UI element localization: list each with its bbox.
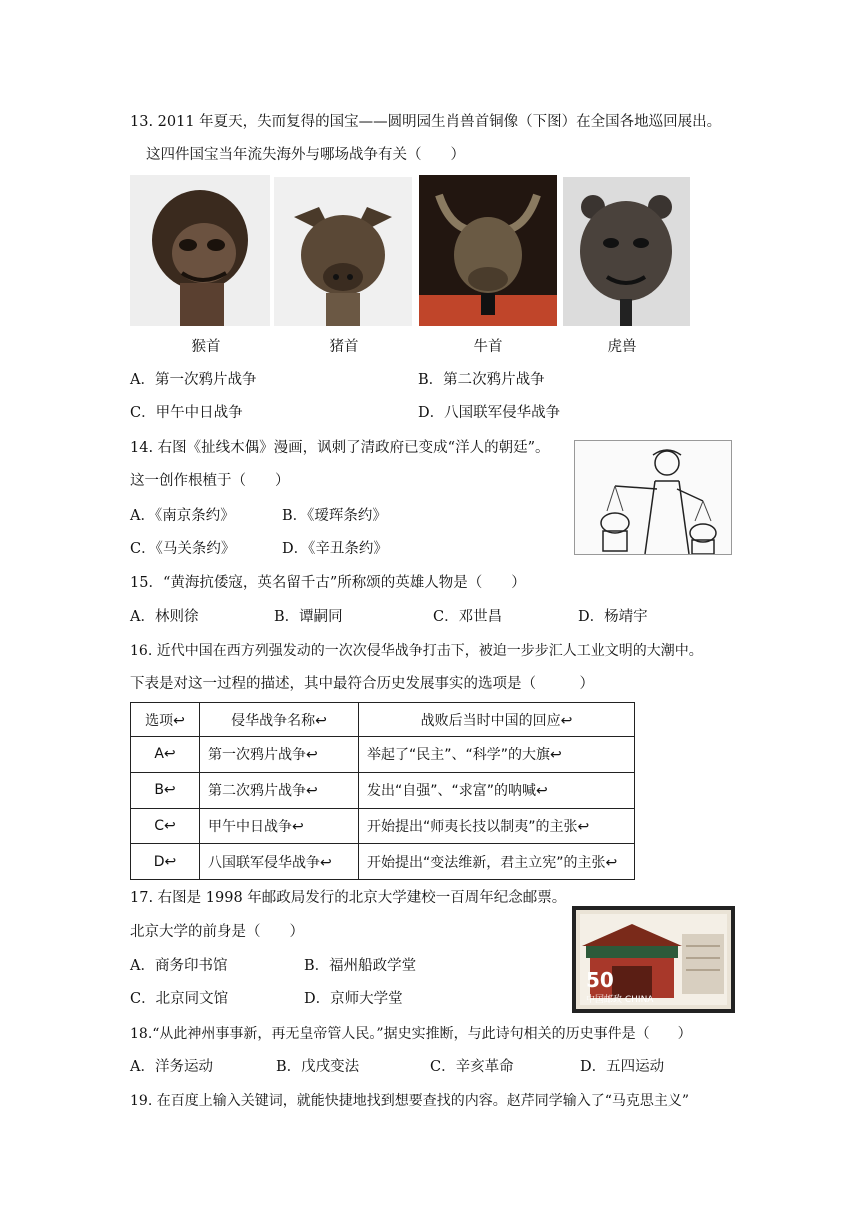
q13-option-a: A．第一次鸦片战争 <box>130 372 257 388</box>
peking-university-stamp <box>572 906 735 1013</box>
q15-option-d: D．杨靖宇 <box>578 609 648 625</box>
q17-option-c: C．北京同文馆 <box>130 991 229 1007</box>
table-cell-option: D↩ <box>131 844 200 880</box>
q19-stem: 19. 在百度上输入关键词，就能快捷地找到想要查找的内容。赵芹同学输入了“马克思主义” <box>130 1093 690 1109</box>
q14-stem-line2: 这一创作根植于（ ） <box>130 473 290 489</box>
q15-option-b: B．谭嗣同 <box>274 609 343 625</box>
q17-stem-line1: 17. 右图是 1998 年邮政局发行的北京大学建校一百周年纪念邮票。 <box>130 890 567 906</box>
q18-option-a: A．洋务运动 <box>130 1059 213 1075</box>
table-cell-option: C↩ <box>131 808 200 844</box>
table-cell-war: 第一次鸦片战争↩ <box>200 737 359 773</box>
q14-option-a: A．《南京条约》 <box>130 508 235 524</box>
q15-option-a: A．林则徐 <box>130 609 199 625</box>
q18-stem: 18.“从此神州事事新，再无皇帝管人民。”据史实推断，与此诗句相关的历史事件是（ ） <box>130 1026 692 1042</box>
monkey-head-photo <box>130 175 270 326</box>
ox-head-photo <box>419 175 557 326</box>
q18-option-d: D．五四运动 <box>580 1059 665 1075</box>
table-header-war: 侵华战争名称↩ <box>200 703 359 737</box>
q17-option-d: D．京师大学堂 <box>304 991 403 1007</box>
caption-pig: 猪首 <box>329 339 359 355</box>
table-cell-option: B↩ <box>131 772 200 808</box>
q13-stem-line2: 这四件国宝当年流失海外与哪场战争有关（ ） <box>146 147 465 163</box>
pig-head-photo <box>274 177 412 326</box>
table-row <box>131 808 635 844</box>
table-cell-response: 发出“自强”、“求富”的呐喊↩ <box>359 772 635 808</box>
table-cell-response: 举起了“民主”、“科学”的大旗↩ <box>359 737 635 773</box>
caption-tiger: 虎兽 <box>607 339 637 355</box>
q18-option-c: C．辛亥革命 <box>430 1059 514 1075</box>
table-cell-war: 甲午中日战争↩ <box>200 808 359 844</box>
table-cell-war: 八国联军侵华战争↩ <box>200 844 359 880</box>
q14-option-c: C．《马关条约》 <box>130 541 236 557</box>
table-row <box>131 844 635 880</box>
caption-ox: 牛首 <box>473 339 503 355</box>
table-header-response: 战败后当时中国的回应↩ <box>359 703 635 737</box>
table-cell-response: 开始提出“变法维新，君主立宪”的主张↩ <box>359 844 635 880</box>
q18-option-b: B．戊戌变法 <box>276 1059 360 1075</box>
q14-stem-line1: 14. 右图《扯线木偶》漫画，讽刺了清政府已变成“洋人的朝廷”。 <box>130 440 550 456</box>
q13-option-c: C．甲午中日战争 <box>130 405 243 421</box>
q15-stem: 15．“黄海抗倭寇，英名留千古”所称颂的英雄人物是（ ） <box>130 575 526 591</box>
tiger-head-photo <box>563 177 690 326</box>
stamp-country: 中国邮政 CHINA <box>586 995 654 1005</box>
q17-option-b: B．福州船政学堂 <box>304 958 417 974</box>
stamp-value: 50 <box>586 968 614 992</box>
table-header-row <box>131 703 635 737</box>
q14-option-d: D．《辛丑条约》 <box>282 541 388 557</box>
q16-stem-line2: 下表是对这一过程的描述，其中最符合历史发展事实的选项是（ ） <box>130 676 594 692</box>
q15-option-c: C．邓世昌 <box>433 609 503 625</box>
q16-table <box>130 702 635 880</box>
table-cell-war: 第二次鸦片战争↩ <box>200 772 359 808</box>
q13-stem-line1: 13. 2011 年夏天，失而复得的国宝——圆明园生肖兽首铜像（下图）在全国各地巡回展出。 <box>130 114 722 130</box>
q16-stem-line1: 16. 近代中国在西方列强发动的一次次侵华战争打击下，被迫一步步汇人工业文明的大潮中。 <box>130 643 703 659</box>
q17-stem-line2: 北京大学的前身是（ ） <box>130 924 304 940</box>
q13-option-b: B．第二次鸦片战争 <box>418 372 545 388</box>
q14-option-b: B．《瑷珲条约》 <box>282 508 387 524</box>
table-row <box>131 737 635 773</box>
q13-option-d: D．八国联军侵华战争 <box>418 405 561 421</box>
table-row <box>131 772 635 808</box>
table-cell-option: A↩ <box>131 737 200 773</box>
puppet-cartoon <box>574 440 732 555</box>
table-cell-response: 开始提出“师夷长技以制夷”的主张↩ <box>359 808 635 844</box>
q17-option-a: A．商务印书馆 <box>130 958 228 974</box>
caption-monkey: 猴首 <box>191 339 221 355</box>
table-header-option: 选项↩ <box>131 703 200 737</box>
